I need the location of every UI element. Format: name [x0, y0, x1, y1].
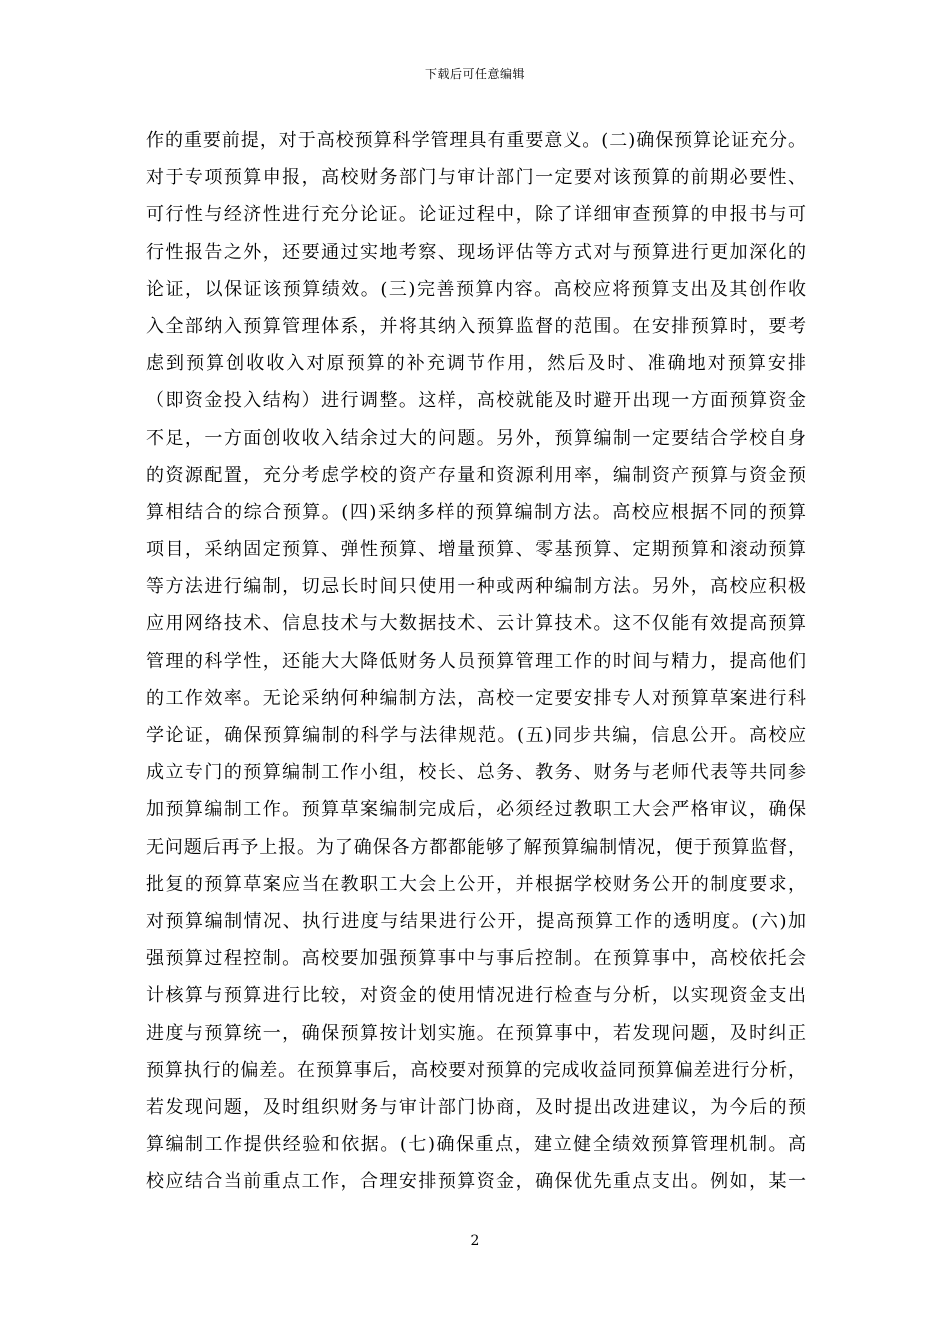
text-line: 入全部纳入预算管理体系，并将其纳入预算监督的范围。在安排预算时，要考: [146, 315, 806, 337]
text-line: 的资源配置，充分考虑学校的资产存量和资源利用率，编制资产预算与资金预: [146, 464, 806, 486]
text-line: 项目，采纳固定预算、弹性预算、增量预算、零基预算、定期预算和滚动预算: [146, 539, 806, 561]
text-line: 的工作效率。无论采纳何种编制方法，高校一定要安排专人对预算草案进行科: [146, 687, 806, 709]
text-line: 进度与预算统一，确保预算按计划实施。在预算事中，若发现问题，及时纠正: [146, 1022, 806, 1044]
text-line: 预算执行的偏差。在预算事后，高校要对预算的完成收益同预算偏差进行分析，: [146, 1059, 806, 1081]
page-number: 2: [470, 1233, 480, 1249]
text-line: 学论证，确保预算编制的科学与法律规范。(五)同步共编，信息公开。高校应: [146, 725, 806, 746]
text-line: 论证，以保证该预算绩效。(三)完善预算内容。高校应将预算支出及其创作收: [146, 278, 806, 300]
text-line: 应用网络技术、信息技术与大数据技术、云计算技术。这不仅能有效提高预算: [146, 613, 806, 635]
text-line: 计核算与预算进行比较，对资金的使用情况进行检查与分析，以实现资金支出: [146, 985, 806, 1007]
text-line: 可行性与经济性进行充分论证。论证过程中，除了详细审查预算的申报书与可: [146, 204, 806, 226]
text-line: 管理的科学性，还能大大降低财务人员预算管理工作的时间与精力，提高他们: [146, 650, 806, 672]
text-line: 强预算过程控制。高校要加强预算事中与事后控制。在预算事中，高校依托会: [146, 948, 806, 970]
text-line: 等方法进行编制，切忌长时间只使用一种或两种编制方法。另外，高校应积极: [146, 576, 806, 598]
text-line: 成立专门的预算编制工作小组，校长、总务、教务、财务与老师代表等共同参: [146, 762, 806, 784]
body-text: [146, 122, 806, 1200]
text-line: 对于专项预算申报，高校财务部门与审计部门一定要对该预算的前期必要性、: [146, 167, 806, 189]
text-line: 虑到预算创收收入对原预算的补充调节作用，然后及时、准确地对预算安排: [146, 353, 806, 375]
text-line: 加预算编制工作。预算草案编制完成后，必须经过教职工大会严格审议，确保: [146, 799, 806, 821]
text-line: 作的重要前提，对于高校预算科学管理具有重要意义。(二)确保预算论证充分。: [146, 130, 806, 151]
text-line: 若发现问题，及时组织财务与审计部门协商，及时提出改进建议，为今后的预: [146, 1096, 806, 1118]
text-line: 无问题后再予上报。为了确保各方都都能够了解预算编制情况，便于预算监督，: [146, 836, 806, 858]
page-header: 下载后可任意编辑: [424, 67, 525, 81]
text-line: 行性报告之外，还要通过实地考察、现场评估等方式对与预算进行更加深化的: [146, 241, 806, 263]
text-line: 校应结合当前重点工作，合理安排预算资金，确保优先重点支出。例如，某一: [146, 1171, 806, 1193]
text-line: 算相结合的综合预算。(四)采纳多样的预算编制方法。高校应根据不同的预算: [146, 501, 806, 523]
text-line: 不足，一方面创收收入结余过大的问题。另外，预算编制一定要结合学校自身: [146, 427, 806, 449]
text-line: 对预算编制情况、执行进度与结果进行公开，提高预算工作的透明度。(六)加: [146, 910, 806, 932]
text-line: 批复的预算草案应当在教职工大会上公开，并根据学校财务公开的制度要求，: [146, 873, 806, 895]
text-line: 算编制工作提供经验和依据。(七)确保重点，建立健全绩效预算管理机制。高: [146, 1134, 806, 1156]
text-line: （即资金投入结构）进行调整。这样，高校就能及时避开出现一方面预算资金: [146, 390, 806, 412]
